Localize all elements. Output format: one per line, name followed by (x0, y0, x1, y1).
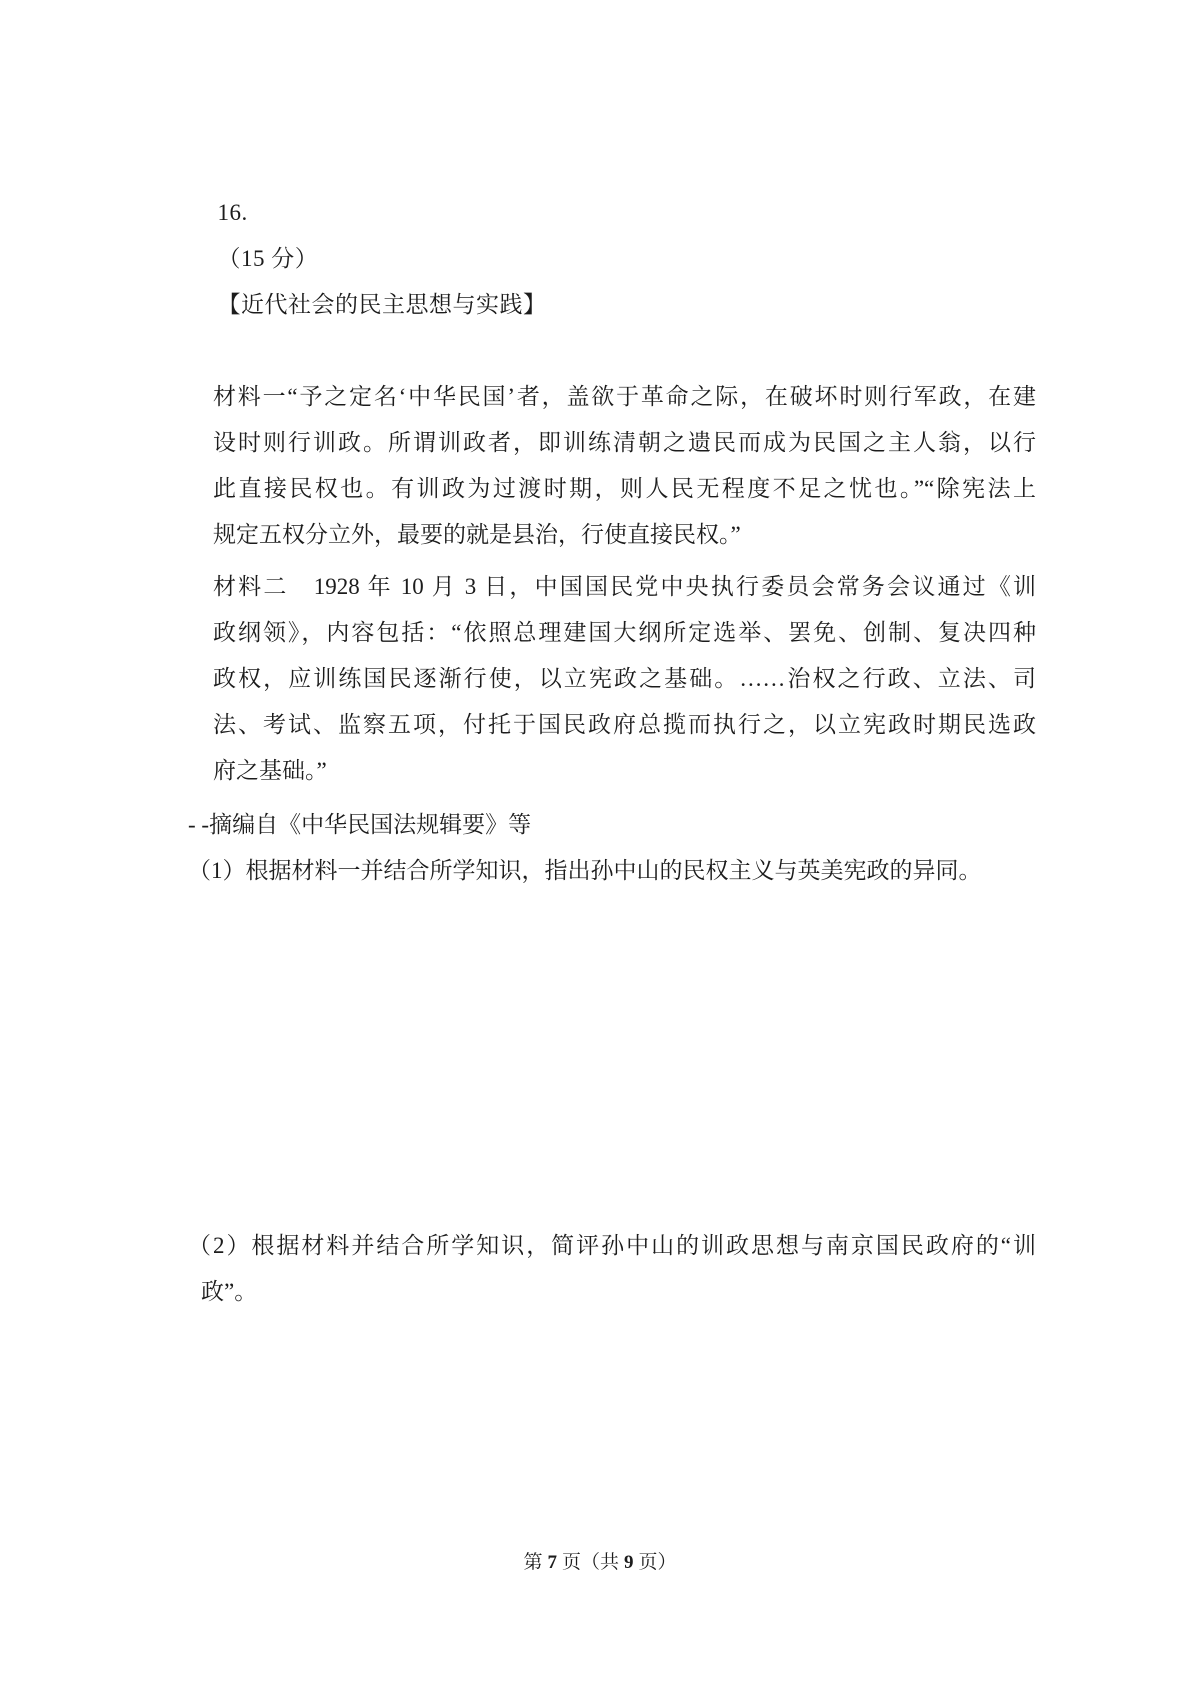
footer-page-number: 7 (547, 1552, 557, 1573)
material-2-line: 府之基础。” (213, 758, 327, 783)
question-topic: 【近代社会的民主思想与实践】 (217, 292, 547, 317)
source-attribution: - -摘编自《中华民国法规辑要》等 (188, 812, 532, 837)
material-2-line: 材料二 1928 年 10 月 3 日，中国国民党中央执行委员会常务会议通过《训 (213, 574, 1036, 599)
answer-space (180, 894, 1036, 1223)
material-2-line: 法、考试、监察五项，付托于国民政府总揽而执行之，以立宪政时期民选政 (213, 712, 1036, 737)
footer-suffix: 页） (638, 1552, 677, 1573)
question-score: （15 分） (217, 246, 319, 271)
material-1-line: 材料一“予之定名‘中华民国’者，盖欲于革命之际，在破坏时则行军政，在建 (213, 384, 1036, 409)
material-1-line: 设时则行训政。所谓训政者，即训练清朝之遗民而成为民国之主人翁，以行 (213, 430, 1036, 455)
material-1-line: 规定五权分立外，最要的就是县治，行使直接民权。” (213, 522, 741, 547)
material-2-line: 政权，应训练国民逐渐行使，以立宪政之基础。……治权之行政、立法、司 (213, 666, 1036, 691)
material-1-line: 此直接民权也。有训政为过渡时期，则人民无程度不足之忧也。”“除宪法上 (213, 476, 1036, 501)
sub-question-1: （1）根据材料一并结合所学知识，指出孙中山的民权主义与英美宪政的异同。 (188, 858, 982, 883)
question-16-block (180, 144, 1036, 1315)
question-number: 16. (217, 200, 248, 225)
material-2 (180, 564, 1036, 794)
sub-question-2-line-1: （2）根据材料并结合所学知识，简评孙中山的训政思想与南京国民政府的“训 (188, 1233, 1036, 1258)
page-footer (0, 1548, 1200, 1578)
material-1 (180, 374, 1036, 558)
material-2-line: 政纲领》，内容包括：“依照总理建国大纲所定选举、罢免、创制、复决四种 (213, 620, 1036, 645)
footer-prefix: 第 (523, 1552, 543, 1573)
sub-question-2-line-2: 政”。 (201, 1279, 258, 1304)
question-header (180, 144, 1036, 374)
footer-middle: 页（共 (561, 1552, 619, 1573)
footer-total-pages: 9 (624, 1552, 634, 1573)
